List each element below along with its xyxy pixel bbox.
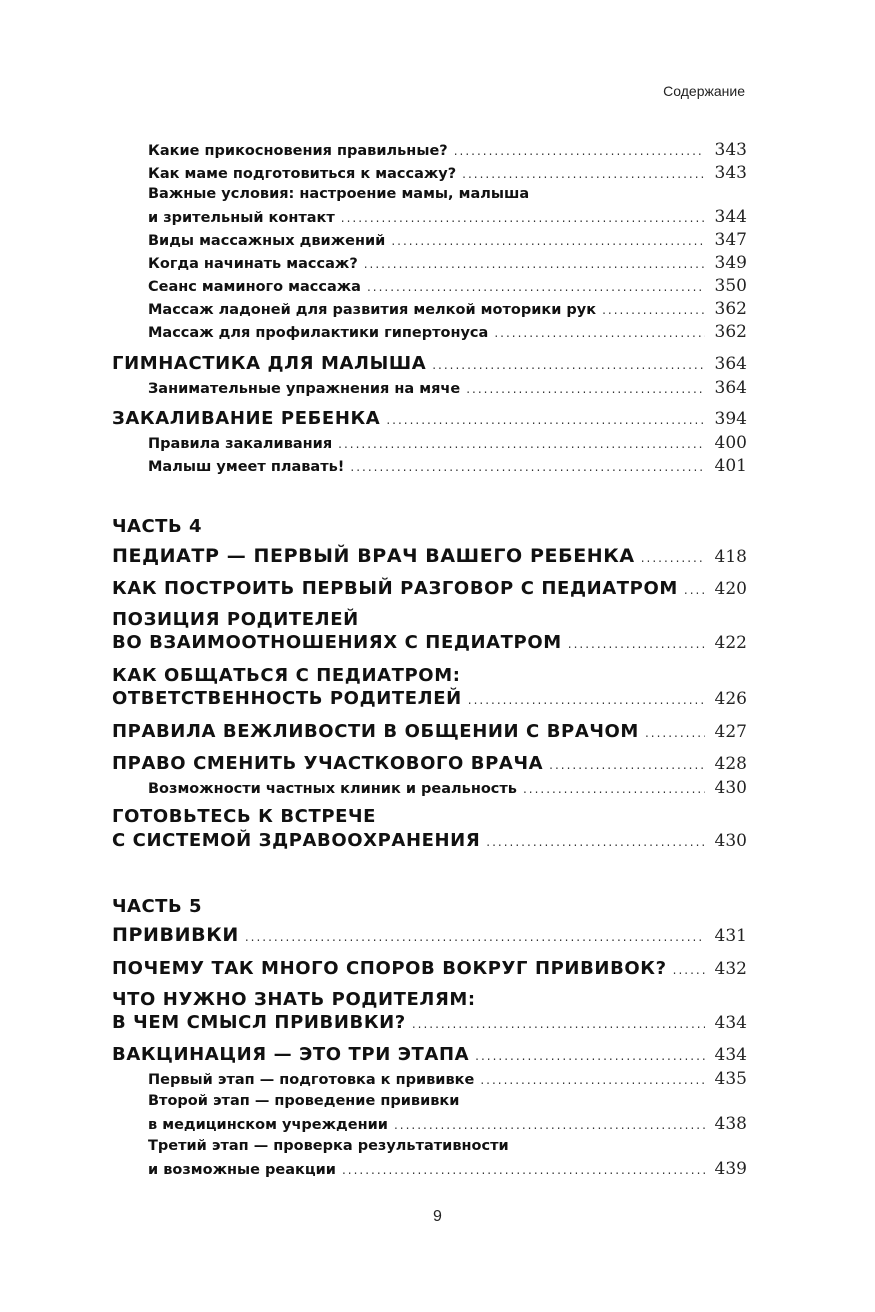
toc-entry[interactable]	[0, 140, 875, 160]
toc-entry-title: Малыш умеет плавать!	[148, 459, 345, 475]
toc-entry-title: Когда начинать массаж?	[148, 256, 358, 272]
toc-chapter-title: С СИСТЕМОЙ ЗДРАВООХРАНЕНИЯ	[112, 830, 481, 851]
toc-chapter-title-line1: ПОЗИЦИЯ РОДИТЕЛЕЙ	[112, 609, 359, 630]
toc-chapter[interactable]	[0, 958, 875, 979]
toc-chapter-title: ПЕДИАТР — ПЕРВЫЙ ВРАЧ ВАШЕГО РЕБЕНКА	[112, 545, 635, 567]
toc-chapter-title-line1: ГОТОВЬТЕСЬ К ВСТРЕЧЕ	[112, 806, 377, 827]
dot-leader	[641, 551, 705, 565]
dot-leader	[684, 583, 705, 597]
dot-leader	[394, 1118, 705, 1132]
toc-entry-title: Возможности частных клиник и реальность	[148, 781, 517, 797]
toc-entry-page: 400	[714, 433, 747, 453]
toc-entry[interactable]	[0, 207, 875, 227]
toc-chapter-title: ВАКЦИНАЦИЯ — ЭТО ТРИ ЭТАПА	[112, 1044, 470, 1065]
toc-chapter-page: 418	[714, 547, 747, 567]
toc-entry-page: 347	[714, 230, 747, 250]
toc-chapter-page: 427	[714, 722, 747, 742]
toc-entry-title: Правила закаливания	[148, 436, 333, 452]
toc-chapter[interactable]	[0, 578, 875, 599]
toc-entry[interactable]	[0, 433, 875, 453]
dot-leader	[466, 382, 705, 396]
toc-chapter-page: 434	[714, 1045, 747, 1065]
dot-leader	[602, 303, 705, 317]
toc-chapter-page: 434	[714, 1013, 747, 1033]
toc-chapter-title: ЗАКАЛИВАНИЕ РЕБЕНКА	[112, 408, 381, 429]
toc-entry-title-line1: Важные условия: настроение мамы, малыша	[148, 186, 530, 202]
toc-chapter[interactable]	[0, 1044, 875, 1065]
dot-leader	[338, 437, 705, 451]
toc-entry[interactable]	[0, 276, 875, 296]
toc-chapter-title: В ЧЕМ СМЫСЛ ПРИВИВКИ?	[112, 1012, 406, 1033]
toc-entry-page: 364	[714, 378, 747, 398]
toc-entry-page: 430	[714, 778, 747, 798]
toc-chapter-title-line1: ЧТО НУЖНО ЗНАТЬ РОДИТЕЛЯМ:	[112, 989, 476, 1010]
toc-chapter-page: 364	[714, 354, 747, 374]
toc-chapter-page: 431	[714, 926, 747, 946]
toc-entry-title: Первый этап — подготовка к прививке	[148, 1072, 475, 1088]
toc-chapter-title: ПРАВО СМЕНИТЬ УЧАСТКОВОГО ВРАЧА	[112, 753, 544, 774]
toc-entry-page: 438	[714, 1114, 747, 1134]
toc-entry[interactable]	[0, 253, 875, 273]
toc-entry-title: и возможные реакции	[148, 1162, 336, 1178]
toc-chapter-title: КАК ПОСТРОИТЬ ПЕРВЫЙ РАЗГОВОР С ПЕДИАТРОМ	[112, 578, 678, 599]
toc-entry-title: Сеанс маминого массажа	[148, 279, 361, 295]
toc-entry[interactable]	[0, 230, 875, 250]
dot-leader	[432, 358, 705, 372]
toc-chapter-page: 430	[714, 831, 747, 851]
toc-entry-title: Массаж для профилактики гипертонуса	[148, 325, 489, 341]
toc-chapter-title-line1: КАК ОБЩАТЬСЯ С ПЕДИАТРОМ:	[112, 665, 461, 686]
toc-entry-title-line1: Второй этап — проведение прививки	[148, 1093, 460, 1109]
toc-chapter[interactable]	[0, 753, 875, 774]
running-head: Содержание	[663, 83, 745, 99]
toc-entry-page: 350	[714, 276, 747, 296]
toc-entry[interactable]	[0, 322, 875, 342]
dot-leader	[364, 257, 705, 271]
toc-entry-title: Как маме подготовиться к массажу?	[148, 166, 457, 182]
dot-leader	[480, 1073, 705, 1087]
toc-chapter[interactable]	[0, 830, 875, 851]
page-number: 9	[433, 1208, 442, 1225]
toc-entry-title: в медицинском учреждении	[148, 1117, 388, 1133]
toc-chapter[interactable]	[0, 1012, 875, 1033]
dot-leader	[568, 637, 705, 651]
dot-leader	[342, 1163, 705, 1177]
toc-chapter-title: ПОЧЕМУ ТАК МНОГО СПОРОВ ВОКРУГ ПРИВИВОК?	[112, 958, 667, 979]
toc-chapter[interactable]	[0, 688, 875, 709]
dot-leader	[645, 726, 705, 740]
toc-entry[interactable]	[0, 1159, 875, 1179]
part-label: ЧАСТЬ 4	[112, 516, 202, 537]
toc-entry[interactable]	[0, 299, 875, 319]
dot-leader	[468, 693, 705, 707]
dot-leader	[523, 782, 705, 796]
toc-entry-page: 435	[714, 1069, 747, 1089]
dot-leader	[386, 413, 705, 427]
toc-entry[interactable]	[0, 778, 875, 798]
toc-entry-page: 349	[714, 253, 747, 273]
toc-entry-title: Массаж ладоней для развития мелкой моторики рук	[148, 302, 597, 318]
toc-chapter-page: 432	[714, 959, 747, 979]
dot-leader	[475, 1049, 705, 1063]
toc-entry[interactable]	[0, 1114, 875, 1134]
toc-chapter-title: ПРАВИЛА ВЕЖЛИВОСТИ В ОБЩЕНИИ С ВРАЧОМ	[112, 721, 639, 742]
toc-chapter[interactable]	[0, 353, 875, 374]
toc-entry-page: 439	[714, 1159, 747, 1179]
toc-chapter-page: 420	[714, 579, 747, 599]
toc-entry-title: Виды массажных движений	[148, 233, 386, 249]
part-label: ЧАСТЬ 5	[112, 896, 202, 917]
dot-leader	[549, 758, 705, 772]
toc-entry[interactable]	[0, 456, 875, 476]
toc-entry-page: 344	[714, 207, 747, 227]
dot-leader	[462, 167, 705, 181]
toc-chapter[interactable]	[0, 632, 875, 653]
toc-entry-page: 362	[714, 322, 747, 342]
toc-entry[interactable]	[0, 163, 875, 183]
toc-chapter[interactable]	[0, 721, 875, 742]
toc-chapter-page: 394	[714, 409, 747, 429]
toc-entry-page: 401	[714, 456, 747, 476]
toc-entry-title-line1: Третий этап — проверка результативности	[148, 1138, 509, 1154]
toc-entry-page: 343	[714, 140, 747, 160]
dot-leader	[494, 326, 705, 340]
dot-leader	[412, 1017, 705, 1031]
toc-entry-title: Занимательные упражнения на мяче	[148, 381, 461, 397]
dot-leader	[245, 930, 705, 944]
dot-leader	[673, 963, 705, 977]
dot-leader	[391, 234, 705, 248]
toc-chapter-page: 428	[714, 754, 747, 774]
toc-entry-page: 343	[714, 163, 747, 183]
toc-entry[interactable]	[0, 378, 875, 398]
toc-entry-title: Какие прикосновения правильные?	[148, 143, 448, 159]
toc-part-title[interactable]	[0, 924, 875, 946]
toc-entry[interactable]	[0, 1069, 875, 1089]
toc-chapter-title: ПРИВИВКИ	[112, 924, 239, 946]
toc-chapter-page: 426	[714, 689, 747, 709]
toc-entry-page: 362	[714, 299, 747, 319]
toc-chapter-page: 422	[714, 633, 747, 653]
dot-leader	[350, 460, 705, 474]
dot-leader	[367, 280, 705, 294]
toc-part-title[interactable]	[0, 545, 875, 567]
dot-leader	[486, 835, 705, 849]
toc-entry-title: и зрительный контакт	[148, 210, 335, 226]
toc-chapter[interactable]	[0, 408, 875, 429]
toc-chapter-title: ВО ВЗАИМООТНОШЕНИЯХ С ПЕДИАТРОМ	[112, 632, 562, 653]
toc-chapter-title: ГИМНАСТИКА ДЛЯ МАЛЫША	[112, 353, 427, 374]
dot-leader	[341, 211, 705, 225]
dot-leader	[454, 144, 705, 158]
toc-chapter-title: ОТВЕТСТВЕННОСТЬ РОДИТЕЛЕЙ	[112, 688, 462, 709]
